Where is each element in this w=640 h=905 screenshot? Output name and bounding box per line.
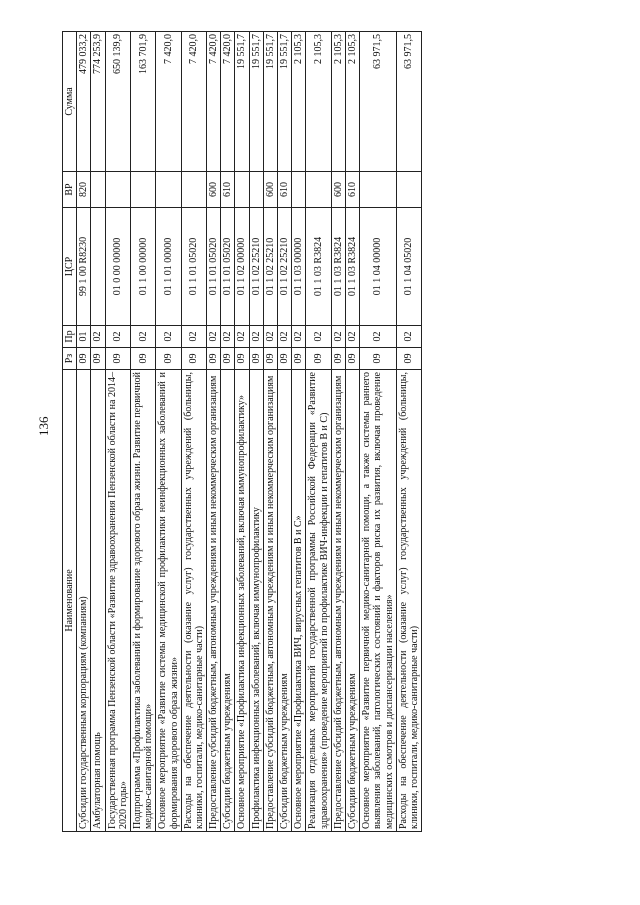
cell-pr: 01 xyxy=(77,326,91,348)
cell-csr: 01 1 01 00000 xyxy=(156,208,181,326)
cell-name: Реализация отдельных мероприятий государственной программы Российской Федерации «Развитие здравоохранения» (проведение мероприятий по профилактике ВИЧ-инфекции и гепатитов В и С) xyxy=(306,370,331,832)
cell-name: Амбулаторная помощь xyxy=(91,370,105,832)
cell-name: Субсидии бюджетным учреждениям xyxy=(221,370,235,832)
cell-vr xyxy=(130,172,155,208)
cell-sum: 774 253,9 xyxy=(91,32,105,172)
cell-rz: 09 xyxy=(360,348,397,370)
cell-vr: 600 xyxy=(263,172,277,208)
table-row xyxy=(331,32,345,832)
header-pr: Пр xyxy=(63,326,77,348)
cell-name: Предоставление субсидий бюджетным, автономным учреждениям и иным некоммерческим организациям xyxy=(207,370,221,832)
cell-pr: 02 xyxy=(306,326,331,348)
cell-name: Предоставление субсидий бюджетным, автономным учреждениям и иным некоммерческим организациям xyxy=(263,370,277,832)
cell-rz: 09 xyxy=(130,348,155,370)
table-row xyxy=(263,32,277,832)
cell-sum: 7 420,0 xyxy=(207,32,221,172)
cell-csr: 99 1 00 R8230 xyxy=(77,208,91,326)
cell-vr xyxy=(306,172,331,208)
cell-pr: 02 xyxy=(105,326,130,348)
cell-sum: 19 551,7 xyxy=(263,32,277,172)
cell-name: Предоставление субсидий бюджетным, автономным учреждениям и иным некоммерческим организациям xyxy=(331,370,345,832)
cell-name: Основное мероприятие «Развитие системы медицинской профилактики неинфекционных заболеваний и формирования здорового образа жизни» xyxy=(156,370,181,832)
cell-name: Расходы на обеспечение деятельности (оказание услуг) государственных учреждений (больницы, клиники, госпитали, медико-санитарные части) xyxy=(181,370,206,832)
cell-rz: 09 xyxy=(105,348,130,370)
cell-vr xyxy=(292,172,306,208)
table-row xyxy=(221,32,235,832)
cell-pr: 02 xyxy=(345,326,359,348)
table-row xyxy=(249,32,263,832)
cell-rz: 09 xyxy=(249,348,263,370)
cell-csr: 01 1 03 R3824 xyxy=(306,208,331,326)
cell-pr: 02 xyxy=(221,326,235,348)
cell-rz: 09 xyxy=(306,348,331,370)
cell-vr xyxy=(156,172,181,208)
budget-table xyxy=(62,31,422,832)
cell-sum: 2 105,3 xyxy=(345,32,359,172)
cell-pr: 02 xyxy=(278,326,292,348)
cell-name: Субсидии государственным корпорациям (компаниям) xyxy=(77,370,91,832)
cell-sum: 7 420,0 xyxy=(221,32,235,172)
cell-pr: 02 xyxy=(331,326,345,348)
cell-csr: 01 1 03 R3824 xyxy=(345,208,359,326)
cell-sum: 479 033,2 xyxy=(77,32,91,172)
table-row xyxy=(181,32,206,832)
table-row xyxy=(345,32,359,832)
cell-vr xyxy=(396,172,421,208)
cell-name: Основное мероприятие «Развитие первичной медико-санитарной помощи, а также системы раннего выявления заболеваний, патологических состояний и факторов риска их развития, включая проведение медицинских осмотров и диспансеризации населения» xyxy=(360,370,397,832)
cell-name: Субсидии бюджетным учреждениям xyxy=(345,370,359,832)
cell-name: Расходы на обеспечение деятельности (оказание услуг) государственных учреждений (больницы, клиники, госпитали, медико-санитарные части) xyxy=(396,370,421,832)
cell-name: Субсидии бюджетным учреждениям xyxy=(278,370,292,832)
table-row xyxy=(396,32,421,832)
cell-sum: 7 420,0 xyxy=(156,32,181,172)
cell-sum: 19 551,7 xyxy=(249,32,263,172)
cell-pr: 02 xyxy=(130,326,155,348)
cell-csr: 01 1 04 00000 xyxy=(360,208,397,326)
table-row xyxy=(207,32,221,832)
cell-csr: 01 1 02 25210 xyxy=(263,208,277,326)
cell-sum: 650 139,9 xyxy=(105,32,130,172)
cell-vr: 610 xyxy=(345,172,359,208)
cell-vr: 820 xyxy=(77,172,91,208)
table-row xyxy=(278,32,292,832)
cell-vr: 610 xyxy=(278,172,292,208)
cell-pr: 02 xyxy=(249,326,263,348)
table-body xyxy=(77,32,422,832)
header-rz: Рз xyxy=(63,348,77,370)
cell-csr: 01 1 01 05020 xyxy=(221,208,235,326)
header-csr: ЦСР xyxy=(63,208,77,326)
cell-rz: 09 xyxy=(77,348,91,370)
cell-pr: 02 xyxy=(263,326,277,348)
table-row xyxy=(235,32,249,832)
cell-csr: 01 1 02 00000 xyxy=(235,208,249,326)
cell-pr: 02 xyxy=(91,326,105,348)
table-row xyxy=(105,32,130,832)
page-number: 136 xyxy=(36,416,51,436)
cell-vr: 600 xyxy=(207,172,221,208)
cell-rz: 09 xyxy=(156,348,181,370)
cell-csr: 01 1 01 05020 xyxy=(181,208,206,326)
cell-name: Основное мероприятие «Профилактика ВИЧ, вирусных гепатитов В и С» xyxy=(292,370,306,832)
cell-pr: 02 xyxy=(235,326,249,348)
cell-rz: 09 xyxy=(181,348,206,370)
cell-csr: 01 0 00 00000 xyxy=(105,208,130,326)
cell-csr: 01 1 03 00000 xyxy=(292,208,306,326)
table-row xyxy=(306,32,331,832)
cell-rz: 09 xyxy=(396,348,421,370)
cell-csr xyxy=(91,208,105,326)
table-row xyxy=(91,32,105,832)
cell-sum: 2 105,3 xyxy=(306,32,331,172)
table-row xyxy=(156,32,181,832)
cell-sum: 163 701,9 xyxy=(130,32,155,172)
cell-vr xyxy=(91,172,105,208)
table-header-row xyxy=(63,32,77,832)
cell-csr: 01 1 04 05020 xyxy=(396,208,421,326)
cell-rz: 09 xyxy=(263,348,277,370)
table-row xyxy=(130,32,155,832)
cell-rz: 09 xyxy=(221,348,235,370)
header-name: Наименование xyxy=(63,370,77,832)
cell-rz: 09 xyxy=(207,348,221,370)
cell-rz: 09 xyxy=(91,348,105,370)
cell-vr xyxy=(235,172,249,208)
cell-name: Государственная программа Пензенской области «Развитие здравоохранения Пензенской области на 2014–2020 годы» xyxy=(105,370,130,832)
cell-sum: 2 105,3 xyxy=(292,32,306,172)
table-row xyxy=(77,32,91,832)
cell-name: Подпрограмма «Профилактика заболеваний и формирование здорового образа жизни. Развитие первичной медико-санитарной помощи» xyxy=(130,370,155,832)
cell-sum: 2 105,3 xyxy=(331,32,345,172)
cell-vr xyxy=(249,172,263,208)
header-sum: Сумма xyxy=(63,32,77,172)
cell-vr xyxy=(181,172,206,208)
cell-name: Профилактика инфекционных заболеваний, включая иммунопрофилактику xyxy=(249,370,263,832)
cell-vr: 600 xyxy=(331,172,345,208)
cell-csr: 01 1 03 R3824 xyxy=(331,208,345,326)
cell-pr: 02 xyxy=(156,326,181,348)
cell-rz: 09 xyxy=(345,348,359,370)
cell-rz: 09 xyxy=(278,348,292,370)
cell-rz: 09 xyxy=(235,348,249,370)
cell-vr: 610 xyxy=(221,172,235,208)
table-row xyxy=(292,32,306,832)
cell-rz: 09 xyxy=(292,348,306,370)
cell-pr: 02 xyxy=(360,326,397,348)
cell-rz: 09 xyxy=(331,348,345,370)
header-vr: ВР xyxy=(63,172,77,208)
cell-vr xyxy=(105,172,130,208)
cell-sum: 63 971,5 xyxy=(360,32,397,172)
cell-pr: 02 xyxy=(181,326,206,348)
cell-sum: 63 971,5 xyxy=(396,32,421,172)
rotated-table-container xyxy=(62,32,602,832)
cell-vr xyxy=(360,172,397,208)
cell-sum: 19 551,7 xyxy=(235,32,249,172)
cell-csr: 01 1 01 05020 xyxy=(207,208,221,326)
cell-pr: 02 xyxy=(292,326,306,348)
cell-csr: 01 1 00 00000 xyxy=(130,208,155,326)
cell-pr: 02 xyxy=(207,326,221,348)
cell-name: Основное мероприятие «Профилактика инфекционных заболеваний, включая иммунопрофилактику» xyxy=(235,370,249,832)
cell-csr: 01 1 02 25210 xyxy=(278,208,292,326)
cell-sum: 19 551,7 xyxy=(278,32,292,172)
table-row xyxy=(360,32,397,832)
cell-pr: 02 xyxy=(396,326,421,348)
cell-sum: 7 420,0 xyxy=(181,32,206,172)
cell-csr: 01 1 02 25210 xyxy=(249,208,263,326)
